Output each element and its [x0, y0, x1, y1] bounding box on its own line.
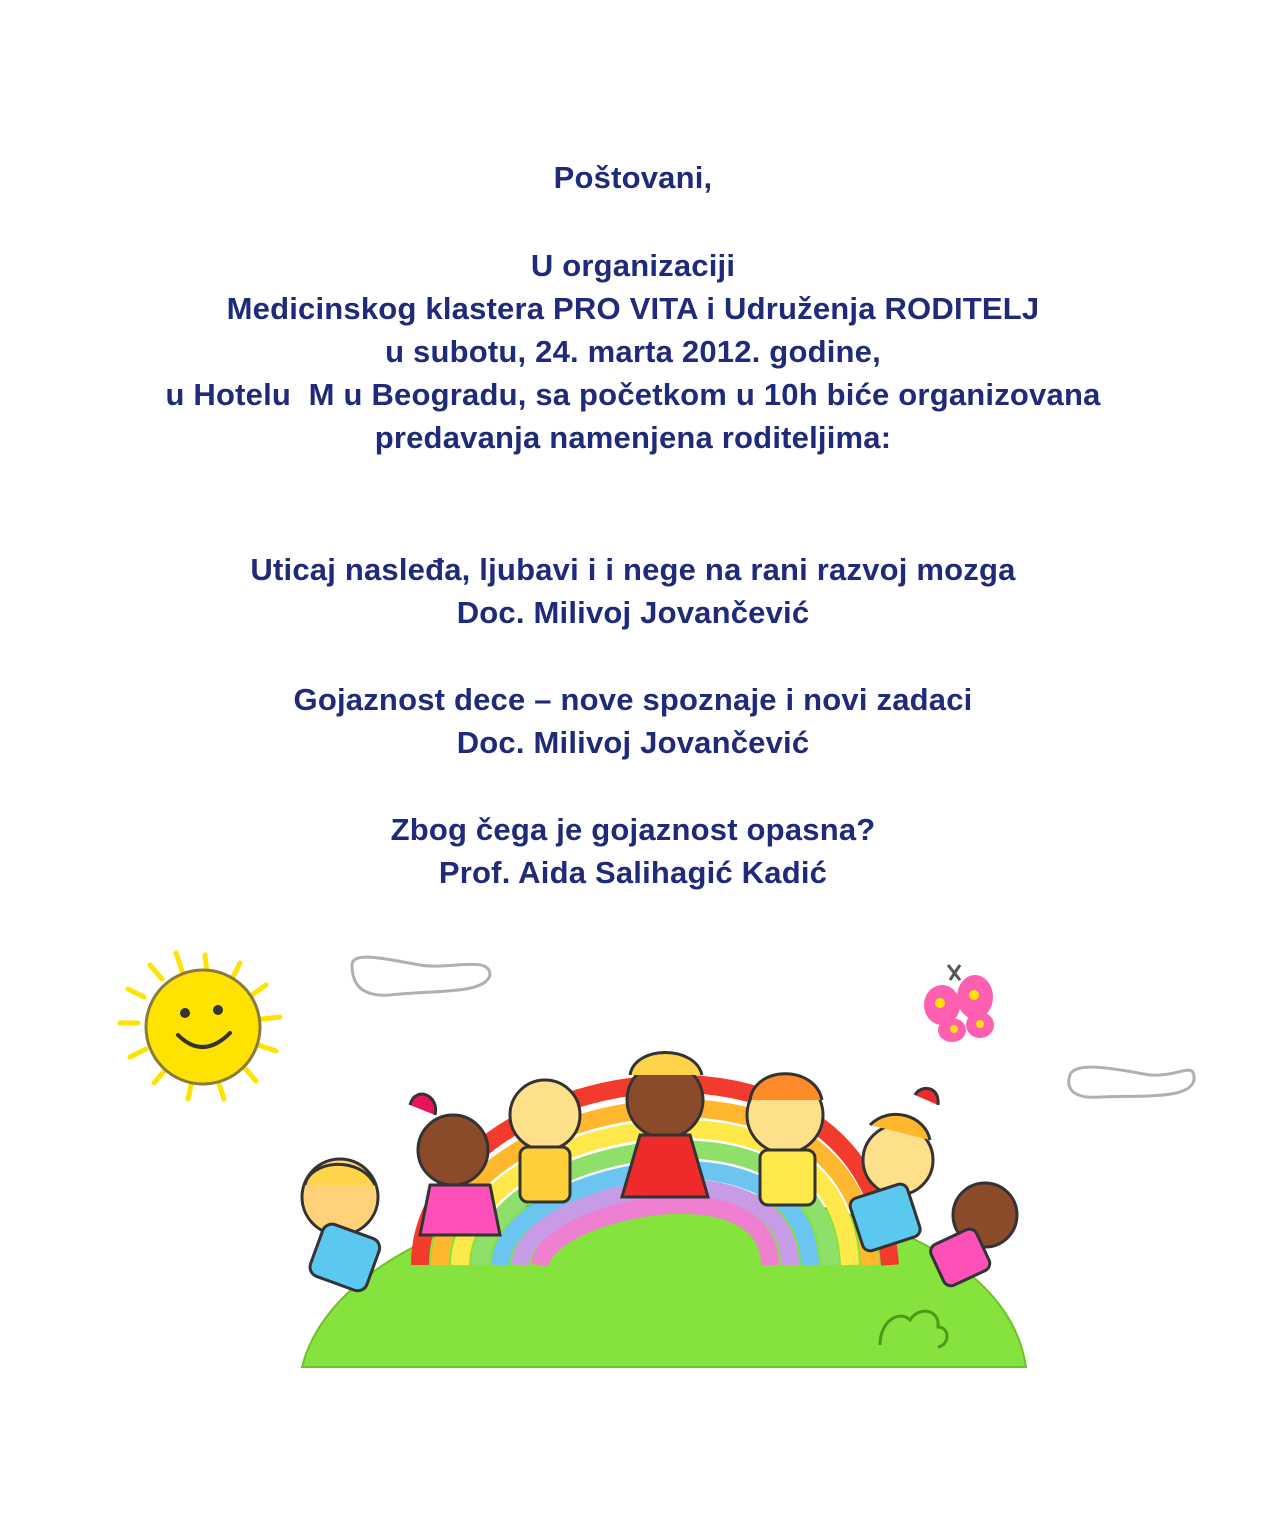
lecture-item — [0, 808, 1266, 894]
intro-line: predavanja namenjena roditeljima: — [374, 420, 892, 455]
butterfly-icon — [924, 965, 994, 1042]
lecture-title: Uticaj nasleđa, ljubavi i i nege na rani razvoj mozga — [250, 552, 1016, 587]
lecture-speaker: Prof. Aida Salihagić Kadić — [438, 855, 828, 890]
greeting — [0, 156, 1266, 199]
sun-icon — [120, 953, 280, 1099]
cloud-icon — [352, 957, 490, 995]
lecture-title: Zbog čega je gojaznost opasna? — [390, 812, 876, 847]
lecture-speaker: Doc. Milivoj Jovančević — [456, 725, 810, 760]
greeting-text: Poštovani, — [553, 160, 713, 195]
intro-paragraph — [0, 244, 1266, 459]
intro-line: U organizaciji — [530, 248, 736, 283]
cloud-icon — [1069, 1067, 1194, 1097]
intro-line: Medicinskog klastera PRO VITA i Udruženja RODITELJ — [226, 291, 1040, 326]
lecture-item — [0, 548, 1266, 634]
children-illustration — [90, 935, 1210, 1385]
lecture-speaker: Doc. Milivoj Jovančević — [456, 595, 810, 630]
intro-line: u subotu, 24. marta 2012. godine, — [385, 334, 881, 369]
lecture-item — [0, 678, 1266, 764]
lecture-title: Gojaznost dece – nove spoznaje i novi zadaci — [293, 682, 973, 717]
intro-line: u Hotelu M u Beogradu, sa početkom u 10h biće organizovana — [165, 377, 1101, 412]
lecture-list — [0, 548, 1266, 938]
